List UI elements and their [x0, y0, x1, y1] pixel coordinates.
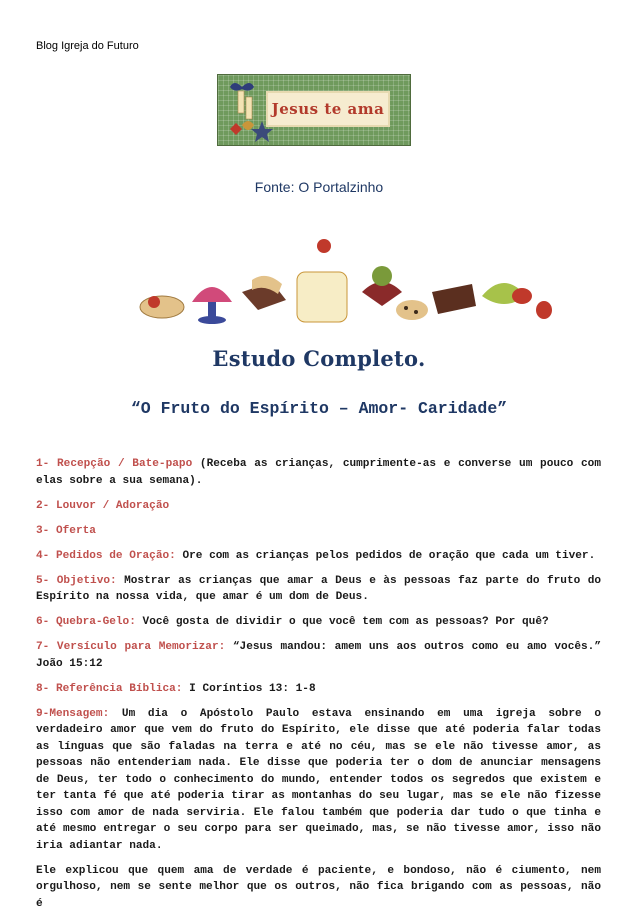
item-icebreaker: [36, 614, 601, 631]
item-offering: [36, 523, 601, 540]
item-message: [36, 706, 601, 855]
banner-panel: [266, 91, 390, 127]
item-text: Você gosta de dividir o que você tem com as pessoas? Por quê?: [135, 616, 549, 628]
banner-text: Jesus te ama: [271, 100, 385, 118]
study-title: Estudo Completo.: [212, 346, 426, 371]
item-label: 1- Recepção / Bate-papo: [36, 458, 193, 470]
desserts-illustration: [92, 232, 554, 342]
item-text: Um dia o Apóstolo Paulo estava ensinando em uma igreja sobre o verdadeiro amor que vem do fruto do Espírito, ele disse que até poderia falar todas as línguas que são faladas na terra e até no céu, mas se ele não tivesse amor, as pessoas não entenderiam nada. Ele disse que poderia ter o dom de anunciar mensagens de Deus, ter todo o conhecimento do mundo, entender todos os segredos que existem e ter tanta fé que até poderia tirar as montanhas do seu lugar, mas se ele não fizesse isso com amor de nada serviria. Ele falou também que poderia dar tudo o que tinha e até mesmo entregar o seu corpo para ser queimado, mas, se não tivesse amor, isso não iria adiantar nada.: [36, 707, 601, 852]
item-text: Ele explicou que quem ama de verdade é paciente, e bondoso, não é ciumento, nem orgulhoso, nem se sente melhor que os outros, não fica brigando com as pessoas, não é: [36, 864, 601, 910]
item-worship: [36, 498, 601, 515]
item-label: 9-Mensagem:: [36, 707, 110, 720]
item-reception: [36, 456, 601, 489]
item-bible-reference: [36, 681, 601, 698]
item-text: Ore com as crianças pelos pedidos de oração que cada um tiver.: [175, 549, 596, 562]
blog-header: Blog Igreja do Futuro: [36, 40, 139, 52]
lesson-subtitle: “O Fruto do Espírito – Amor- Caridade”: [130, 399, 508, 418]
item-label: 7- Versículo para Memorizar:: [36, 641, 226, 653]
item-label: 4- Pedidos de Oração:: [36, 549, 176, 562]
source-line: Fonte: O Portalzinho: [254, 179, 384, 195]
jesus-te-ama-banner: [217, 74, 411, 146]
message-continuation: [36, 863, 601, 913]
item-text: Mostrar as crianças que amar a Deus e às pessoas faz parte do fruto do Espírito na nossa vida, que amar é um dom de Deus.: [36, 574, 602, 603]
item-text: (Receba as crianças, cumprimente-as e converse um pouco com elas sobre a sua semana).: [36, 458, 601, 487]
lesson-content: [36, 456, 601, 921]
item-text: I Coríntios 13: 1-8: [182, 682, 316, 695]
item-label: 5- Objetivo:: [36, 574, 117, 587]
item-memory-verse: [36, 639, 601, 672]
item-prayer-requests: [36, 548, 601, 565]
item-label: 8- Referência Bíblica:: [36, 682, 183, 695]
item-label: 3- Oferta: [36, 524, 96, 537]
item-objective: [36, 573, 601, 606]
item-label: 2- Louvor / Adoração: [36, 499, 170, 512]
item-text: “Jesus mandou: amem uns aos outros como eu amo vocês.” João 15:12: [36, 641, 602, 670]
item-label: 6- Quebra-Gelo:: [36, 616, 136, 628]
